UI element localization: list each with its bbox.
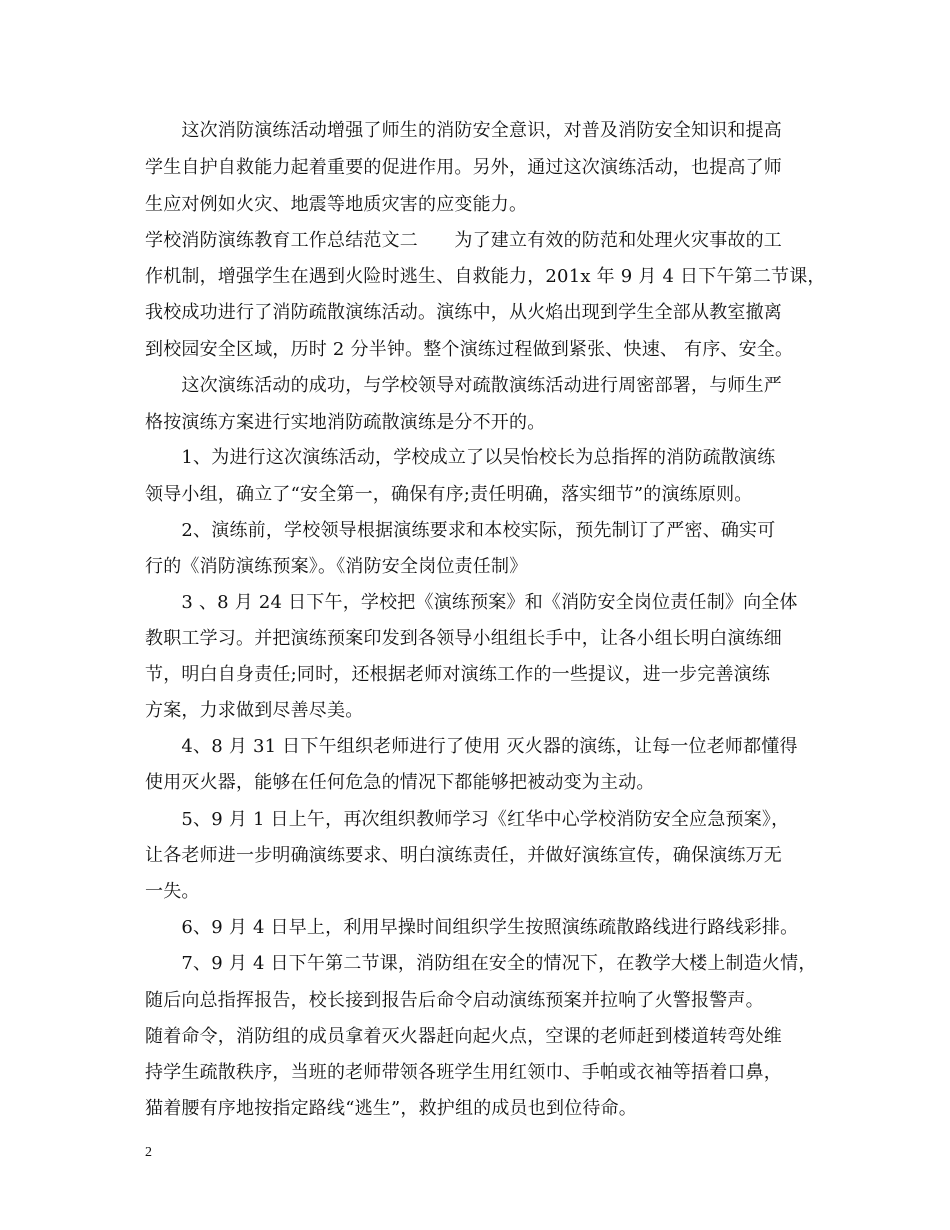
text-line: 7、9 月 4 日下午第二节课，消防组在安全的情况下，在教学大楼上制造火情， <box>145 953 817 974</box>
text-line: 4、8 月 31 日下午组织老师进行了使用 灭火器的演练，让每一位老师都懂得 <box>145 736 798 757</box>
text-line: 5、9 月 1 日上午，再次组织教师学习《红华中心学校消防安全应急预案》， <box>145 809 790 830</box>
text-line: 我校成功进行了消防疏散演练活动。演练中，从火焰出现到学生全部从教室撤离 <box>145 302 782 323</box>
text-line: 2、演练前，学校领导根据演练要求和本校实际，预先制订了严密、确实可 <box>145 520 776 541</box>
text-line: 学生自护自救能力起着重要的促进作用。另外，通过这次演练活动，也提高了师 <box>145 157 782 178</box>
text-line: 领导小组，确立了“安全第一，确保有序;责任明确，落实细节”的演练原则。 <box>145 484 753 505</box>
text-line: 6、9 月 4 日早上，利用早操时间组织学生按照演练疏散路线进行路线彩排。 <box>145 917 799 938</box>
text-line: 这次消防演练活动增强了师生的消防安全意识，对普及消防安全知识和提高 <box>145 120 782 141</box>
text-line: 这次演练活动的成功，与学校领导对疏散演练活动进行周密部署，与师生严 <box>145 375 782 396</box>
text-line: 行的《消防演练预案》。《消防安全岗位责任制》 <box>145 556 528 577</box>
text-line: 3 、8 月 24 日下午，学校把《演练预案》和《消防安全岗位责任制》向全体 <box>145 592 798 613</box>
text-line: 格按演练方案进行实地消防疏散演练是分不开的。 <box>145 412 546 433</box>
page-number: 2 <box>145 1145 152 1160</box>
text-line: 生应对例如火灾、地震等地质灾害的应变能力。 <box>145 194 528 215</box>
text-line: 1、为进行这次演练活动，学校成立了以吴怡校长为总指挥的消防疏散演练 <box>145 447 776 468</box>
text-line: 方案，力求做到尽善尽美。 <box>145 700 364 721</box>
text-line: 教职工学习。并把演练预案印发到各领导小组组长手中，让各小组长明白演练细 <box>145 628 782 649</box>
text-line: 节，明白自身责任;同时，还根据老师对演练工作的一些提议，进一步完善演练 <box>145 664 771 685</box>
text-line: 作机制，增强学生在遇到火险时逃生、自救能力，201x 年 9 月 4 日下午第二节课， <box>145 266 826 287</box>
text-line: 使用灭火器，能够在任何危急的情况下都能够把被动变为主动。 <box>145 772 655 793</box>
text-line: 随着命令，消防组的成员拿着灭火器赶向起火点，空课的老师赶到楼道转弯处维 <box>145 1026 782 1047</box>
text-line: 随后向总指挥报告，校长接到报告后命令启动演练预案并拉响了火警报警声。 <box>145 990 764 1011</box>
text-line: 学校消防演练教育工作总结范文二 为了建立有效的防范和处理火灾事故的工 <box>145 230 782 251</box>
text-line: 持学生疏散秩序，当班的老师带领各班学生用红领巾、手帕或衣袖等捂着口鼻， <box>145 1062 782 1083</box>
text-line: 猫着腰有序地按指定路线“逃生”，救护组的成员也到位待命。 <box>145 1098 638 1119</box>
text-line: 一失。 <box>145 881 200 902</box>
text-line: 到校园安全区域，历时 2 分半钟。整个演练过程做到紧张、快速、 有序、安全。 <box>145 339 794 360</box>
text-line: 让各老师进一步明确演练要求、明白演练责任，并做好演练宣传，确保演练万无 <box>145 845 782 866</box>
